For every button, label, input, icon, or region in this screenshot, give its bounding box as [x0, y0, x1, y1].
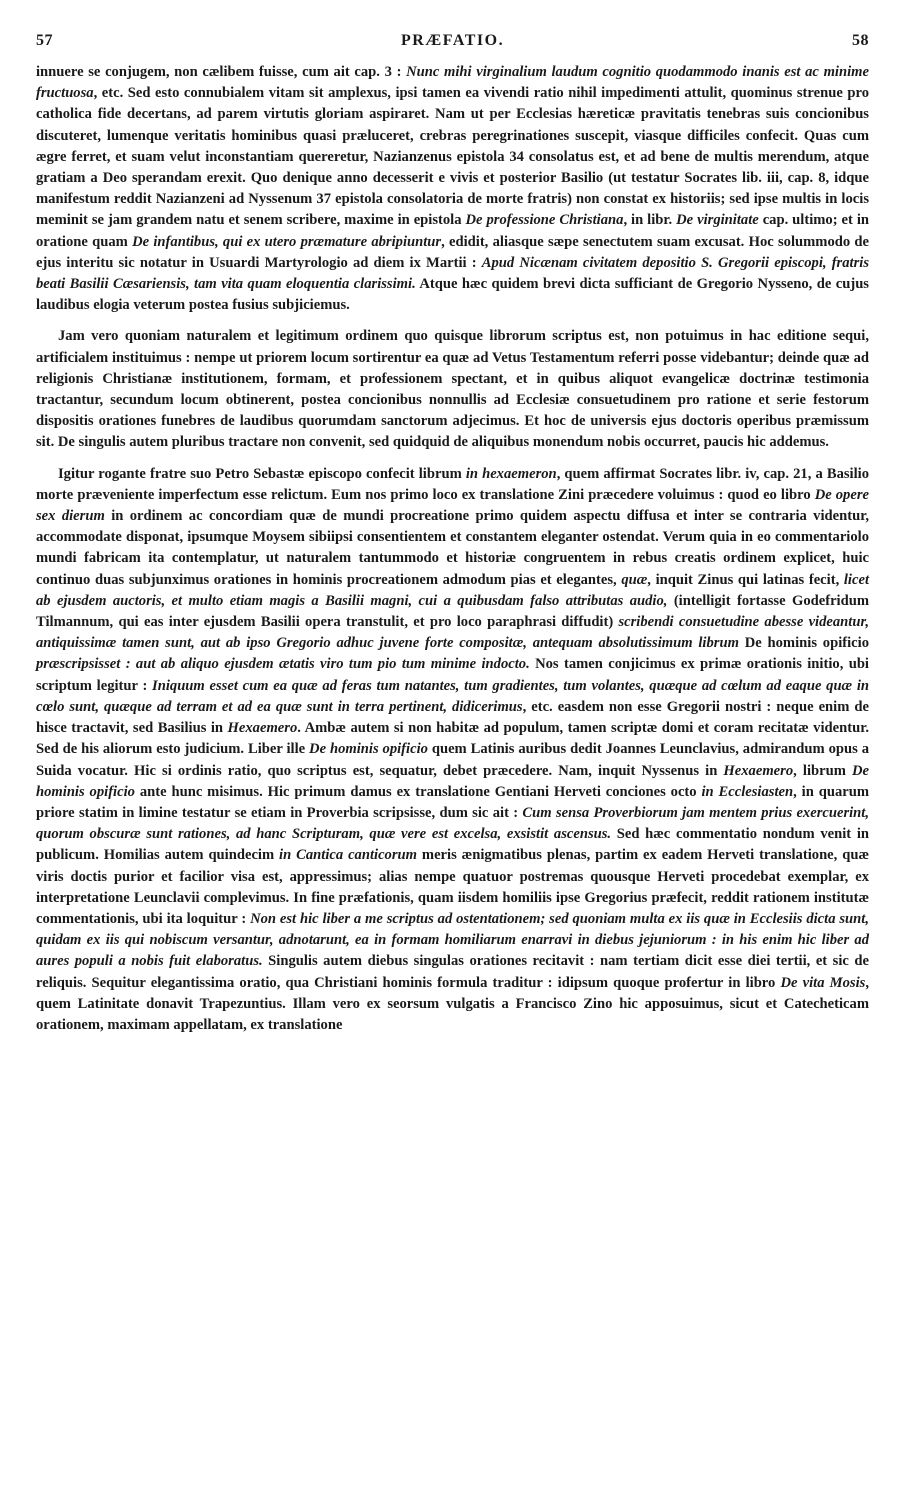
italic-text: De hominis opificio: [309, 741, 428, 758]
italic-text: in hexaemeron: [465, 465, 557, 482]
italic-text: Iniquum esset cum ea quæ ad feras tum natantes, tum gradientes, tum volantes, quæque ad cœlum ad eaque quæ in cœlo sunt, quæque ad terram et ad ea quæ sunt in terra pertinent, didicerimus: [36, 677, 869, 715]
text-run: Singulis autem diebus singulas orationes recitavit : nam tertiam dicit esse diei tertii, et sic de reliquis. Sequitur elegantissima oratio, qua Christiani hominis formula traditur : idipsum quoque profertur in libro: [36, 953, 869, 991]
paragraph: [36, 62, 869, 316]
italic-text: De professione Christiana: [465, 212, 624, 229]
text-run: cap. ultimo; et in oratione quam: [36, 212, 870, 250]
page-number-left: 57: [36, 32, 53, 49]
body-text: [36, 62, 869, 1483]
text-run: ante hunc misimus. Hic primum damus ex translatione Gentiani Herveti conciones octo: [134, 783, 702, 800]
italic-text: De opere sex dierum: [36, 486, 869, 525]
italic-text: De hominis opificio: [36, 762, 870, 800]
italic-text: licet ab ejusdem auctoris, et multo etiam magis a Basilii magni, cui a quibusdam falso attributas audio,: [36, 571, 869, 609]
text-run: , librum: [793, 762, 852, 779]
running-title: PRÆFATIO.: [400, 32, 505, 49]
text-run: . Ambæ autem si non habitæ ad populum, tamen scriptæ domi et coram recitatæ videntur. Sed de his aliorum esto judicium. Liber ille: [36, 720, 870, 758]
italic-text: Cum sensa Proverbiorum jam mentem prius exercuerint, quorum obscuræ sunt rationes, ad hanc Scripturam, quæ vere est excelsa, exsistit ascensus.: [36, 804, 869, 843]
text-run: Sed hæc commentatio nondum venit in publicum. Homilias autem quindecim: [36, 826, 869, 864]
italic-text: in Ecclesiasten: [701, 783, 794, 800]
italic-text: præscripsisset : aut ab aliquo ejusdem ætatis viro tum pio tum minime indocto.: [36, 656, 530, 673]
text-run: , quem Latinitate donavit Trapezuntius. Illam vero ex seorsum vulgatis a Francisco Zino hic apposuimus, sicut et Catecheticam orationem, maximam appellatam, ex translatione: [36, 974, 869, 1033]
text-run: quem Latinis auribus dedit Joannes Leunclavius, admirandum opus a Suida vocatur. Hic si ordinis ratio, quo scriptus est, sequatur, debet præcedere. Nam, inquit Nyssenus in: [36, 741, 870, 779]
text-run: , quem affirmat Socrates libr. iv, cap. 21, a Basilio morte præveniente imperfectum esse relictum. Eum nos primo loco ex translatione Zini præcedere voluimus : quod eo libro: [36, 465, 870, 503]
text-run: De hominis opificio: [738, 635, 869, 652]
italic-text: De virginitate: [676, 212, 759, 229]
text-run: (intelligit fortasse Godefridum Tilmannum, qui eas inter ejusdem Basilii opera transtulit, et pro loco paraphrasi diffudit): [36, 592, 869, 631]
page-number-right: 58: [852, 32, 869, 49]
text-run: innuere se conjugem, non cælibem fuisse, cum ait cap. 3 :: [36, 64, 407, 80]
text-run: , edidit, aliasque sæpe senectutem suam excusat. Hoc solummodo de ejus interitu sic notatur in Usuardi Martyrologio ad diem ix Martii :: [36, 233, 870, 271]
paragraph: [36, 464, 869, 1036]
text-run: , in quarum priore statim in limine testatur se etiam in Proverbia scripsisse, dum sic ait :: [36, 783, 869, 821]
text-run: , inquit Zinus qui latinas fecit,: [647, 571, 844, 588]
text-run: , etc. Sed esto connubialem vitam sit amplexus, ipsi tamen ea vivendi ratio nihil impedimenti attulit, quominus strenue pro catholica fide decertans, ad parem virtutis gloriam aspiraret. Nam ut per Ecclesias hæreticæ pravitatis tenebras suis concionibus discuteret, lumenque veritatis hominibus quasi præluceret, crebras peregrinationes suscepit, viasque difficiles confecit. Quas cum ægre ferret, et suam velut inconstantiam quereretur, Nazianzenus epistola 34 consolatus est, et ad bene de multis merendum, atque gratiam a Deo sperandam erexit. Quo denique anno decesserit e vivis et posterior Basilio (ut testatur Socrates lib. iii, cap. 8, idque manifestum reddit Nazianzeni ad Nyssenum 37 epistola consolatoria de morte fratris) non constat ex historiis; sed ipse multis in locis meminit se jam grandem natu et senem scribere, maxime in epistola: [36, 85, 869, 229]
italic-text: scribendi consuetudine abesse videantur, antiquissimæ tamen sunt, aut ab ipso Gregorio adhuc juvene forte compositæ, antequam absolutissimum librum: [36, 614, 869, 652]
text-run: Igitur rogante fratre suo Petro Sebastæ episcopo confecit librum: [58, 465, 466, 482]
text-run: Atque hæc quidem brevi dicta sufficiant de Gregorio Nysseno, de cujus laudibus elogia veterum postea fusius subjiciemus.: [36, 276, 869, 314]
text-run: meris ænigmatibus plenas, partim ex eadem Herveti translatione, quæ viris doctis purior et facilior visa est, appressimus; alias nempe quatuor postremas quousque Herveti procedebat exemplar, ex interpretatione Leunclavii complevimus. In fine præfationis, quam iisdem homiliis ipse Gregorius præfecit, reddit rationem institutæ commentationis, ubi ita loquitur :: [36, 847, 869, 927]
running-header: [36, 32, 869, 58]
text-run: Nos tamen conjicimus ex primæ orationis initio, ubi scriptum legitur :: [36, 656, 869, 694]
text-run: in ordinem ac concordiam quæ de mundi procreatione primo quidem aspectu diffusa et inter se contraria videntur, accommodate disponat, ipsumque Moysem sibiipsi consentientem et constantem eleganter ostendat. Verum quia in eo commentariolo mundi fabricam ita contemplatur, ut naturalem tantummodo et historiæ congruentem in rebus creatis ordinem explicet, huic continuo duas subjunximus orationes in hominis procreationem admodum pias et elegantes,: [36, 508, 870, 588]
italic-text: De vita Mosis: [780, 974, 866, 991]
italic-text: Hexaemero: [723, 762, 794, 779]
italic-text: Non est hic liber a me scriptus ad ostentationem; sed quoniam multa ex iis quæ in Ecclesiis dicta sunt, quidam ex iis qui nobiscum versantur, adnotarunt, ea in formam homiliarum enarravi in diebus jejuniorum : in his enim hic liber ad aures populi a nobis fuit elaboratus.: [36, 910, 869, 970]
italic-text: quæ: [621, 571, 648, 588]
text-run: Jam vero quoniam naturalem et legitimum ordinem quo quisque librorum scriptus est, non potuimus in hac editione sequi, artificialem instituimus : nempe ut priorem locum sortirentur ea quæ ad Vetus Testamentum referri posse videbantur; deinde quæ ad religionis Christianæ institutionem, formam, et professionem spectant, et in quibus aliquot evangelicæ doctrinæ testimonia tractantur, secundum locum obtinerent, postea concionibus nonnullis ad Ecclesiæ consuetudinem pro ratione et serie festorum dispositis orationes funebres de laudibus quorumdam sanctorum adjecimus. Et hoc de universis ejus doctoris operibus præmissum sit. De singulis autem pluribus tractare non convenit, sed quidquid de aliquibus monendum nobis occurret, paucis hic addemus.: [36, 328, 869, 451]
italic-text: Nunc mihi virginalium laudum cognitio quodammodo inanis est ac minime fructuosa: [36, 64, 869, 102]
italic-text: in Cantica canticorum: [279, 847, 417, 864]
text-run: , etc. easdem non esse Gregorii nostri : neque enim de hisce tractavit, sed Basilius in: [36, 698, 869, 737]
italic-text: Hexaemero: [227, 720, 298, 737]
text-run: , in libr.: [623, 212, 677, 229]
paragraph: [36, 326, 869, 453]
italic-text: De infantibus, qui ex utero præmature abripiuntur: [132, 233, 442, 250]
italic-text: Apud Nicænam civitatem depositio S. Gregorii episcopi, fratris beati Basilii Cæsariensis, tam vita quam eloquentia clarissimi.: [36, 254, 869, 293]
